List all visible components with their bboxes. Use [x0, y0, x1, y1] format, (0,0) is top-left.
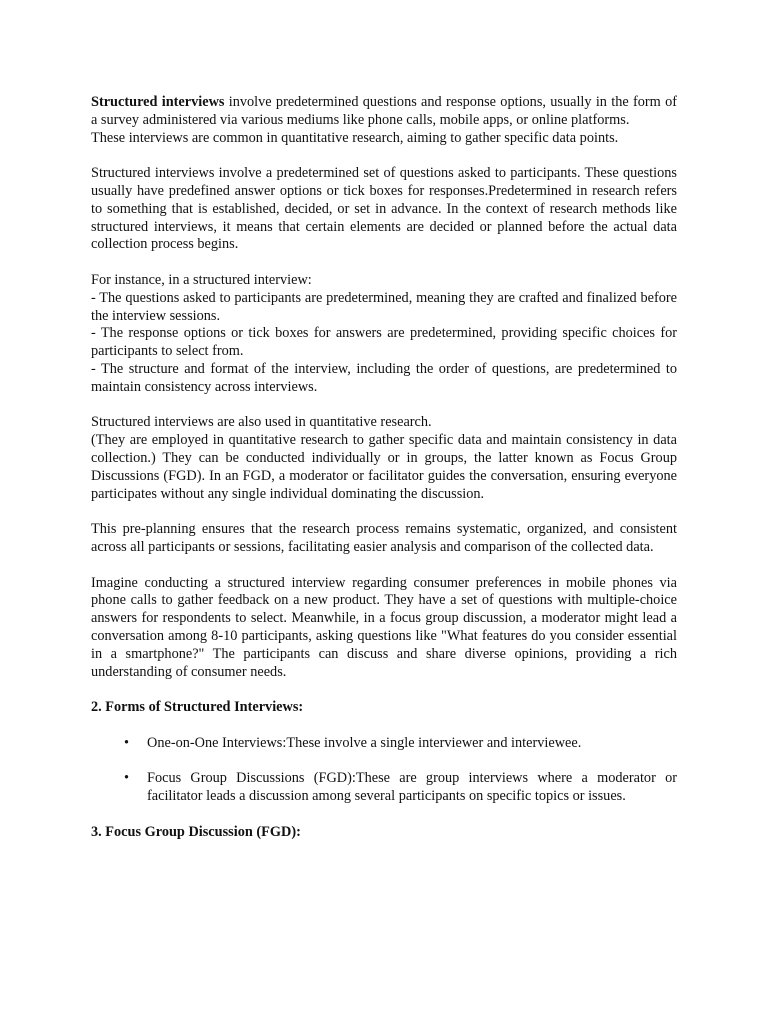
spacer [91, 717, 677, 735]
list-item [91, 735, 677, 753]
document-page [91, 94, 677, 841]
instance-item: - The response options or tick boxes for answers are predetermined, providing specific choices for participants to select from. [91, 325, 677, 360]
list-item-text: Focus Group Discussions (FGD):These are group interviews where a moderator or facilitator leads a discussion among several participants on specific topics or issues. [147, 770, 677, 805]
list-item [91, 770, 677, 806]
intro-line-2: These interviews are common in quantitative research, aiming to gather specific data points. [91, 129, 619, 146]
spacer [91, 147, 677, 165]
definition-paragraph: Structured interviews involve a predetermined set of questions asked to participants. These questions usually have predefined answer options or tick boxes for responses.Predetermined in research refers to something that is established, decided, or set in advance. In the context of research methods like structured interviews, it means that certain elements are decided or planned before the actual data collection process begins. [91, 165, 677, 253]
spacer [91, 806, 677, 824]
instance-item: - The structure and format of the interview, including the order of questions, are predetermined to maintain consistency across interviews. [91, 360, 677, 395]
instance-lead: For instance, in a structured interview: [91, 271, 312, 288]
spacer [91, 557, 677, 575]
spacer [91, 752, 677, 770]
list-item-text: One-on-One Interviews:These involve a single interviewer and interviewee. [147, 734, 582, 751]
forms-list [91, 735, 677, 806]
preplanning-paragraph: This pre-planning ensures that the research process remains systematic, organized, and consistent across all participants or sessions, facilitating easier analysis and comparison of the collected data. [91, 521, 677, 555]
bullet-icon: • [124, 770, 130, 787]
quantitative-line-1: Structured interviews are also used in quantitative research. [91, 414, 432, 431]
bold-term: Structured interviews [91, 94, 225, 110]
spacer [91, 503, 677, 521]
bullet-icon: • [124, 734, 130, 751]
quantitative-paragraph: (They are employed in quantitative research to gather specific data and maintain consistency in data collection.) They can be conducted individually or in groups, the latter known as Focus Group Discussions (FGD). In an FGD, a moderator or facilitator guides the conversation, ensuring everyone participates without any single individual dominating the discussion. [91, 432, 677, 502]
intro-text: involve predetermined questions and response options, usually in the form of a survey administered via various mediums like phone calls, mobile apps, or online platforms. [91, 94, 677, 128]
example-paragraph: Imagine conducting a structured interview regarding consumer preferences in mobile phones via phone calls to gather feedback on a new product. They have a set of questions with multiple-choice answers for respondents to select. Meanwhile, in a focus group discussion, a moderator might lead a conversation among 8-10 participants, asking questions like "What features do you consider essential in a smartphone?" The participants can discuss and share diverse opinions, providing a rich understanding of consumer needs. [91, 574, 677, 680]
intro-paragraph [91, 94, 677, 130]
spacer [91, 397, 677, 415]
section-2-heading: 2. Forms of Structured Interviews: [91, 699, 304, 716]
spacer [91, 254, 677, 272]
spacer [91, 681, 677, 699]
section-3-heading: 3. Focus Group Discussion (FGD): [91, 823, 301, 840]
instance-item: - The questions asked to participants are predetermined, meaning they are crafted and finalized before the interview sessions. [91, 289, 677, 324]
